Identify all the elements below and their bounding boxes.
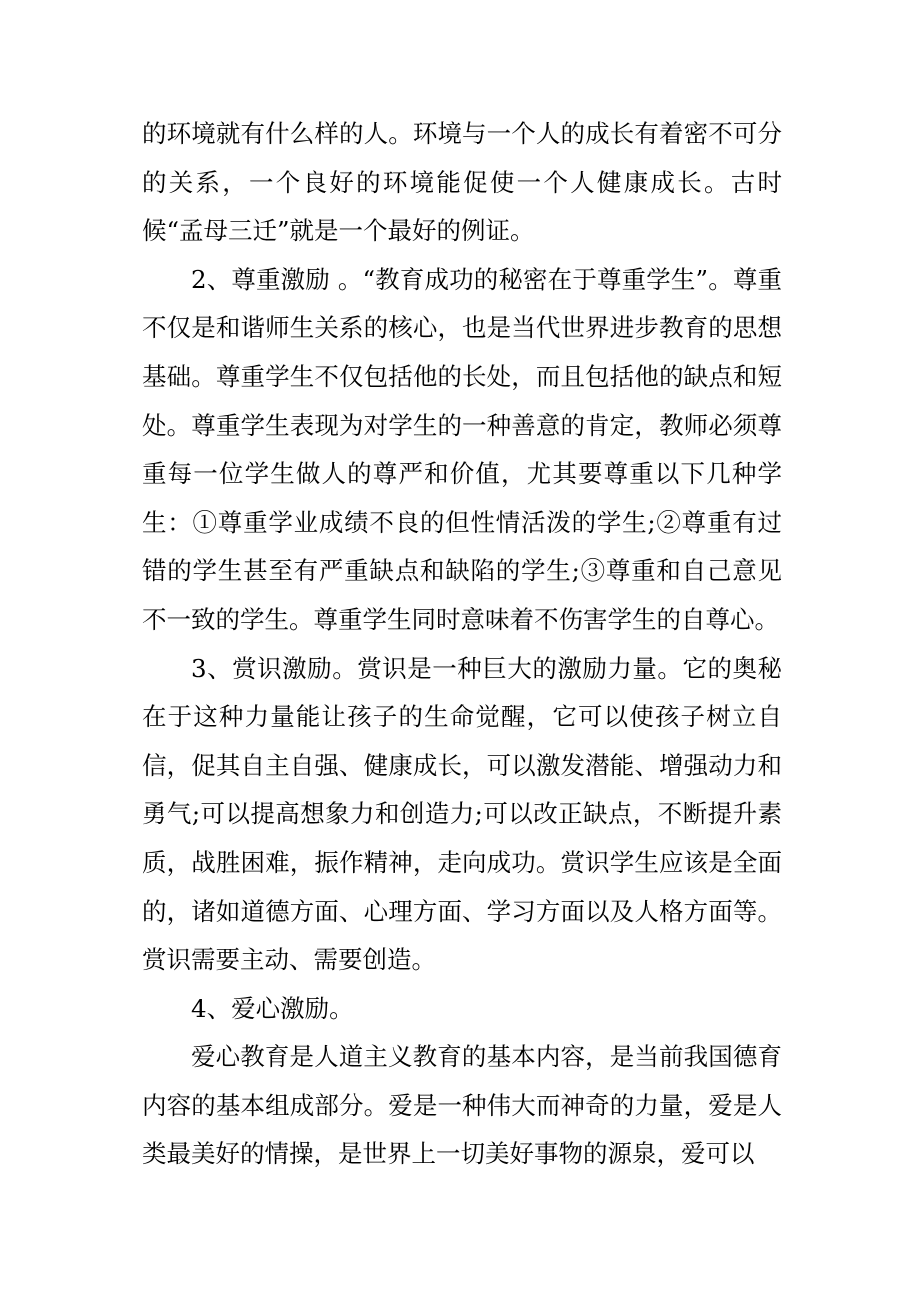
paragraph-continuation: 的环境就有什么样的人。环境与一个人的成长有着密不可分的关系，一个良好的环境能促使一个人健康成长。古时候“孟母三迁”就是一个最好的例证。 bbox=[142, 119, 782, 246]
document-body bbox=[142, 110, 782, 1179]
heading-love-incentive: 4、爱心激励。 bbox=[191, 993, 354, 1023]
paragraph-appreciation-incentive: 3、赏识激励。赏识是一种巨大的激励力量。它的奥秘在于这种力量能让孩子的生命觉醒，它可以使孩子树立自信，促其自主自强、健康成长，可以激发潜能、增强动力和勇气;可以提高想象力和创造力;可以改正缺点，不断提升素质，战胜困难，振作精神，走向成功。赏识学生应该是全面的，诸如道德方面、心理方面、学习方面以及人格方面等。赏识需要主动、需要创造。 bbox=[142, 653, 782, 975]
paragraph-respect-incentive: 2、尊重激励 。“教育成功的秘密在于尊重学生”。尊重不仅是和谐师生关系的核心，也是当代世界进步教育的思想基础。尊重学生不仅包括他的长处，而且包括他的缺点和短处。尊重学生表现为对学生的一种善意的肯定，教师必须尊重每一位学生做人的尊严和价值，尤其要尊重以下几种学生：①尊重学业成绩不良的但性情活泼的学生;②尊重有过错的学生甚至有严重缺点和缺陷的学生;③尊重和自己意见不一致的学生。尊重学生同时意味着不伤害学生的自尊心。 bbox=[142, 264, 782, 634]
paragraph-love-education: 爱心教育是人道主义教育的基本内容，是当前我国德育内容的基本组成部分。爱是一种伟大而神奇的力量，爱是人类最美好的情操，是世界上一切美好事物的源泉，爱可以 bbox=[142, 1042, 782, 1169]
